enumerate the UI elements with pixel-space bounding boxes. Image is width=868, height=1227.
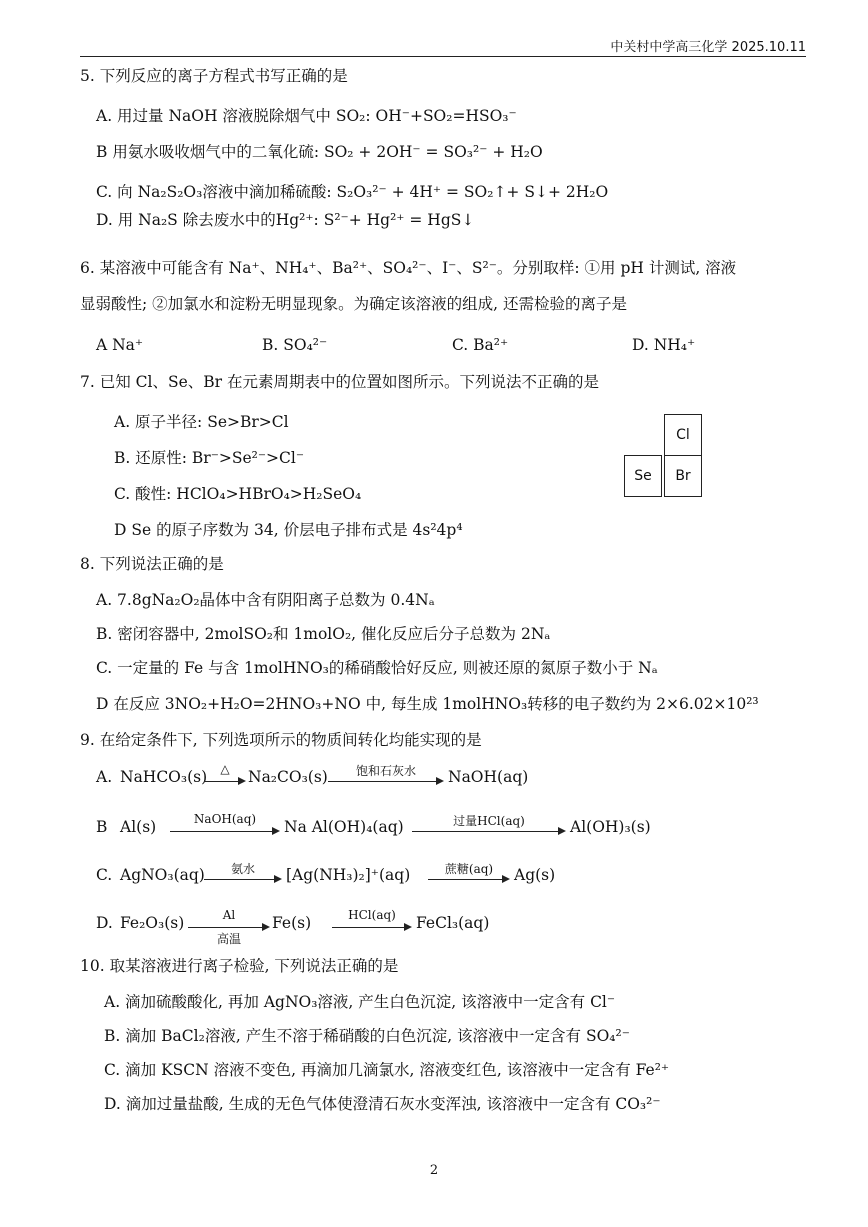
q6-option-b: B. SO₄²⁻ [262, 336, 328, 354]
q9-c-arrow-2 [428, 864, 510, 880]
q7-stem: 7. 已知 Cl、Se、Br 在元素周期表中的位置如图所示。下列说法不正确的是 [80, 373, 599, 391]
q9-c-arrow-1-condition: 氨水 [230, 862, 255, 876]
q9-b-arrow-2 [412, 816, 566, 832]
q9-c-arrow-1 [204, 864, 282, 880]
q10-option-d: D. 滴加过量盐酸, 生成的无色气体使澄清石灰水变浑浊, 该溶液中一定含有 CO₃²⁻ [104, 1095, 661, 1113]
cell-br: Br [664, 455, 702, 497]
q9-b-arrow-1 [170, 812, 280, 832]
q9-b-substance-3: Al(OH)₃(s) [570, 818, 651, 836]
q9-d-arrow-1-condition-top: Al [222, 908, 236, 922]
q6-option-a: A Na⁺ [96, 336, 144, 354]
q8-option-c: C. 一定量的 Fe 与含 1molHNO₃的稀硝酸恰好反应, 则被还原的氮原子数小于 Nₐ [96, 659, 658, 677]
q9-option-b-label: B [96, 818, 108, 836]
q9-a-substance-1: NaHCO₃(s) [120, 768, 208, 786]
q9-d-substance-2: Fe(s) [272, 914, 312, 932]
q9-b-arrow-2-condition: 过量HCl(aq) [453, 814, 525, 828]
q8-option-a: A. 7.8gNa₂O₂晶体中含有阴阳离子总数为 0.4Nₐ [96, 591, 435, 609]
q6-option-d: D. NH₄⁺ [632, 336, 696, 354]
q9-a-arrow-1 [204, 762, 246, 782]
q9-stem: 9. 在给定条件下, 下列选项所示的物质间转化均能实现的是 [80, 731, 482, 749]
q9-d-substance-1: Fe₂O₃(s) [120, 914, 185, 932]
q10-option-a: A. 滴加硫酸酸化, 再加 AgNO₃溶液, 产生白色沉淀, 该溶液中一定含有 Cl⁻ [104, 993, 616, 1011]
q9-c-substance-1: AgNO₃(aq) [120, 866, 205, 884]
q6-option-c: C. Ba²⁺ [452, 336, 509, 354]
q5-option-d: D. 用 Na₂S 除去废水中的Hg²⁺: S²⁻+ Hg²⁺ = HgS↓ [96, 211, 475, 229]
q5-option-c: C. 向 Na₂S₂O₃溶液中滴加稀硫酸: S₂O₃²⁻ + 4H⁺ = SO₂↑+ S↓+ 2H₂O [96, 183, 609, 201]
q9-a-arrow-2-condition: 饱和石灰水 [355, 764, 416, 778]
q5-option-a: A. 用过量 NaOH 溶液脱除烟气中 SO₂: OH⁻+SO₂=HSO₃⁻ [96, 107, 517, 125]
q9-c-substance-2: [Ag(NH₃)₂]⁺(aq) [286, 866, 411, 884]
q9-d-arrow-1 [188, 908, 270, 946]
q9-a-substance-2: Na₂CO₃(s) [248, 768, 328, 786]
q9-c-arrow-2-condition: 蔗糖(aq) [444, 862, 494, 876]
cell-se: Se [624, 455, 662, 497]
header-rule [80, 56, 806, 57]
q10-stem: 10. 取某溶液进行离子检验, 下列说法正确的是 [80, 957, 399, 975]
q6-stem-line1: 6. 某溶液中可能含有 Na⁺、NH₄⁺、Ba²⁺、SO₄²⁻、I⁻、S²⁻。分别取样: ①用 pH 计测试, 溶液 [80, 259, 737, 277]
q9-option-d-label: D. [96, 914, 113, 932]
q7-option-b: B. 还原性: Br⁻>Se²⁻>Cl⁻ [114, 449, 305, 467]
page-header: 中关村中学高三化学 2025.10.11 [610, 40, 806, 55]
page-number: 2 [429, 1163, 439, 1178]
q9-a-substance-3: NaOH(aq) [448, 768, 529, 786]
q9-b-arrow-1-condition: NaOH(aq) [193, 812, 257, 826]
q9-a-arrow-1-condition: △ [220, 762, 230, 776]
cell-cl: Cl [664, 414, 702, 456]
q7-option-c: C. 酸性: HClO₄>HBrO₄>H₂SeO₄ [114, 485, 362, 503]
q9-c-substance-3: Ag(s) [514, 866, 556, 884]
q10-option-c: C. 滴加 KSCN 溶液不变色, 再滴加几滴氯水, 溶液变红色, 该溶液中一定含有 Fe²⁺ [104, 1061, 670, 1079]
q9-d-arrow-2-condition: HCl(aq) [348, 908, 396, 922]
q5-option-b: B 用氨水吸收烟气中的二氧化硫: SO₂ + 2OH⁻ = SO₃²⁻ + H₂O [96, 143, 543, 161]
q9-a-arrow-2 [328, 766, 444, 782]
q8-stem: 8. 下列说法正确的是 [80, 555, 224, 573]
q9-option-a-label: A. [96, 768, 113, 786]
q9-option-c-label: C. [96, 866, 113, 884]
q9-b-substance-1: Al(s) [120, 818, 157, 836]
q8-option-d: D 在反应 3NO₂+H₂O=2HNO₃+NO 中, 每生成 1molHNO₃转移的电子数约为 2×6.02×10²³ [96, 695, 759, 713]
periodic-table-fragment [624, 414, 744, 514]
q6-stem-line2: 显弱酸性; ②加氯水和淀粉无明显现象。为确定该溶液的组成, 还需检验的离子是 [80, 295, 628, 313]
q10-option-b: B. 滴加 BaCl₂溶液, 产生不溶于稀硝酸的白色沉淀, 该溶液中一定含有 SO₄²⁻ [104, 1027, 630, 1045]
q9-d-arrow-2 [332, 908, 412, 928]
q7-option-d: D Se 的原子序数为 34, 价层电子排布式是 4s²4p⁴ [114, 521, 463, 539]
q9-d-substance-3: FeCl₃(aq) [416, 914, 490, 932]
q9-d-arrow-1-condition-bottom: 高温 [216, 932, 241, 946]
q8-option-b: B. 密闭容器中, 2molSO₂和 1molO₂, 催化反应后分子总数为 2Nₐ [96, 625, 551, 643]
q7-option-a: A. 原子半径: Se>Br>Cl [114, 413, 289, 431]
q5-stem: 5. 下列反应的离子方程式书写正确的是 [80, 67, 348, 85]
q9-b-substance-2: Na Al(OH)₄(aq) [284, 818, 404, 836]
